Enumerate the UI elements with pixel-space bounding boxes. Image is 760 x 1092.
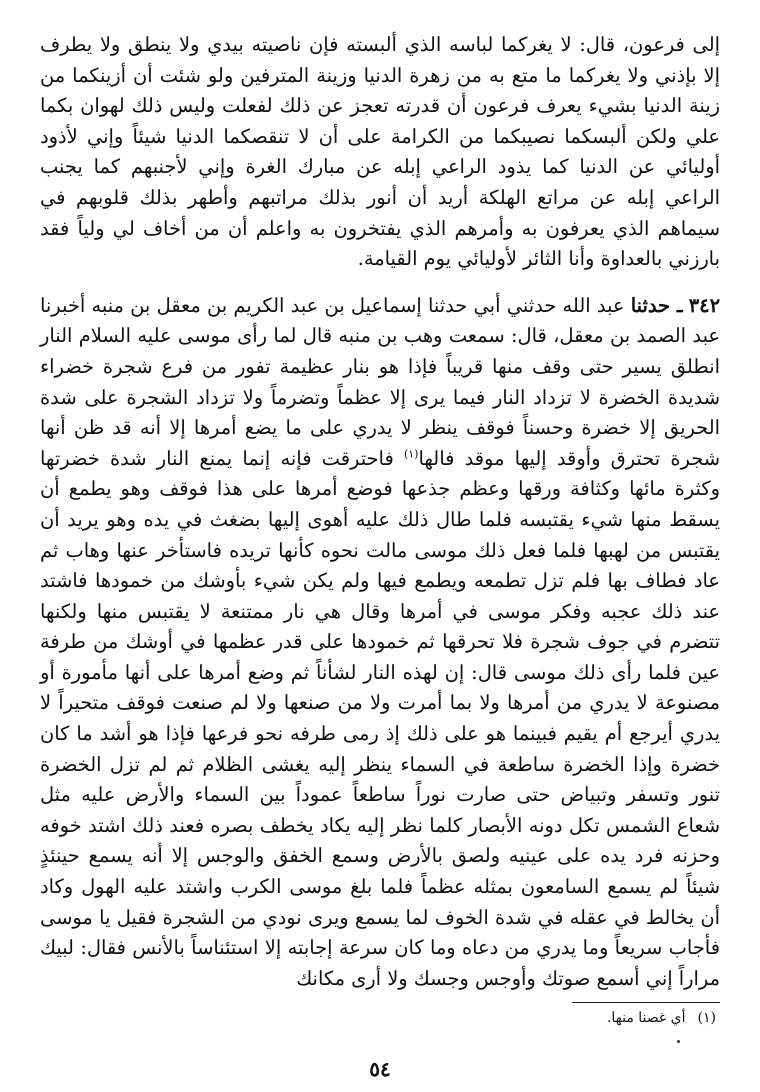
hadith-number: ٣٤٢ — [688, 293, 720, 317]
page-number: ٥٤ — [369, 1057, 391, 1081]
paragraph-continuation: إلى فرعون، قال: لا يغركما لباسه الذي ألبسته فإن ناصيته بيدي ولا ينطق ولا يطرف إلا بإذني ولا يغركما ما متع به من زهرة الدنيا وزينة المترفين ولو شئت أن أزينكما من زينة الدنيا بشيء يعرف فرعون أن قدرته تعجز عن ذلك لفعلت وليس ذلك لهوان بكما علي ولكن ألبسكما نصيبكما من الكرامة على أن لا تنقصكما الدنيا شيئاً وإني لأذود أوليائي عن الدنيا كما يذود الراعي إبله عن مبارك الغرة وإني لأجنبهم كما يجنب الراعي إبله عن مراتع الهلكة أريد أن أنور بذلك مراتبهم وأطهر بذلك قلوبهم في سيماهم الذي يعرفون به وأمرهم الذي يفتخرون به واعلم أن من أخاف لي ولياً فقد بارزني بالعداوة وأنا الثائر لأوليائي يوم القيامة. — [40, 33, 720, 271]
hadith-text-part-2: فاحترقت فإنه إنما يمنع النار شدة خضرتها وكثرة مائها وكثافة ورقها وعظم جذعها فوضع أمرها على هذا فوقف وهو يطمع أن يسقط منها شيء يقتبسه فلما طال ذلك عليه أهوى إليها بضغث في يده وهو يريد أن يقتبس من لهبها فلما فعل ذلك موسى مالت نحوه كأنها تريده فاستأخر عنها وهاب ثم عاد فطاف بها فلم تزل تطمعه ويطمع فيها ولم يكن شيء بأوشك من خمودها فاشتد عند ذلك عجبه وفكر موسى في أمرها وقال هي نار ممتنعة لا يقتبس منها ولكنها تتضرم في جوف شجرة فلا تحرقها ثم خمودها على قدر عظمها في أوشك من طرفة عين فلما رأى ذلك موسى قال: إن لهذه النار لشأناً ثم وضع أمرها على أنها مأمورة أو مصنوعة لا يدري من أمرها ولا بما أمرت ولا من صنعها ولا لم صنعت فوقف متحيراً لا يدري أيرجع أم يقيم فبينما هو على ذلك إذ رمى طرفه نحو فرعها فإذا هو أشد ما كان خضرة وإذا الخضرة ساطعة في السماء ينظر إليه يغشى الظلام ثم لم تزل الخضرة تنور وتسفر وتبياض حتى صارت نوراً ساطعاً عموداً بين السماء والأرض عليه مثل شعاع الشمس تكل دونه الأبصار كلما نظر إليه يكاد يخطف بصره فعند ذلك اشتد خوفه وحزنه فرد يده على عينيه ولصق بالأرض وسمع الخفق والوجس إلا أنه يسمع حينئذٍ شيئاً لم يسمع السامعون بمثله عظماً فلما بلغ موسى الكرب واشتد عليه الهول وكاد أن يخالط في عقله في شدة الخوف لما يسمع ويرى نودي من الشجرة فقيل يا موسى فأجاب سريعاً وما يدري من دعاه وما كان سرعة إجابته إلا استئناساً بالأنس فقال: لبيك مراراً إني أسمع صوتك وأوجس وجسك ولا أرى مكانك — [40, 446, 720, 990]
footnote-mark: (١) — [697, 1010, 716, 1026]
footnote-text: أي غصنا منها. — [606, 1010, 686, 1026]
footnote — [607, 1008, 716, 1028]
print-dot — [677, 1040, 680, 1043]
hadith-342-paragraph — [40, 291, 720, 995]
hadith-text-part-1: عبد الله حدثني أبي حدثنا إسماعيل بن عبد الكريم بن معقل بن منبه أخبرنا عبد الصمد بن معقل، قال: سمعت وهب بن منبه قال لما رأى موسى عليه السلام النار انطلق يسير حتى وقف منها قريباً فإذا هو بنار عظيمة تفور من فرع شجرة خضراء شديدة الخضرة لا تزداد النار فيما يرى إلا عظماً وتضرماً ولا تزداد الشجرة على شدة الحريق إلا خضرة وحسناً فوقف ينظر لا يدري على ما يضع أمرها إلا أنه قد ظن أنها شجرة تحترق وأوقد إليها موقد فالها — [40, 293, 720, 470]
book-page — [40, 30, 720, 1081]
footnote-reference[interactable]: (١) — [403, 447, 419, 461]
footnote-divider — [572, 1002, 720, 1003]
hadith-lead-word: ـ حدثنا — [630, 293, 683, 317]
